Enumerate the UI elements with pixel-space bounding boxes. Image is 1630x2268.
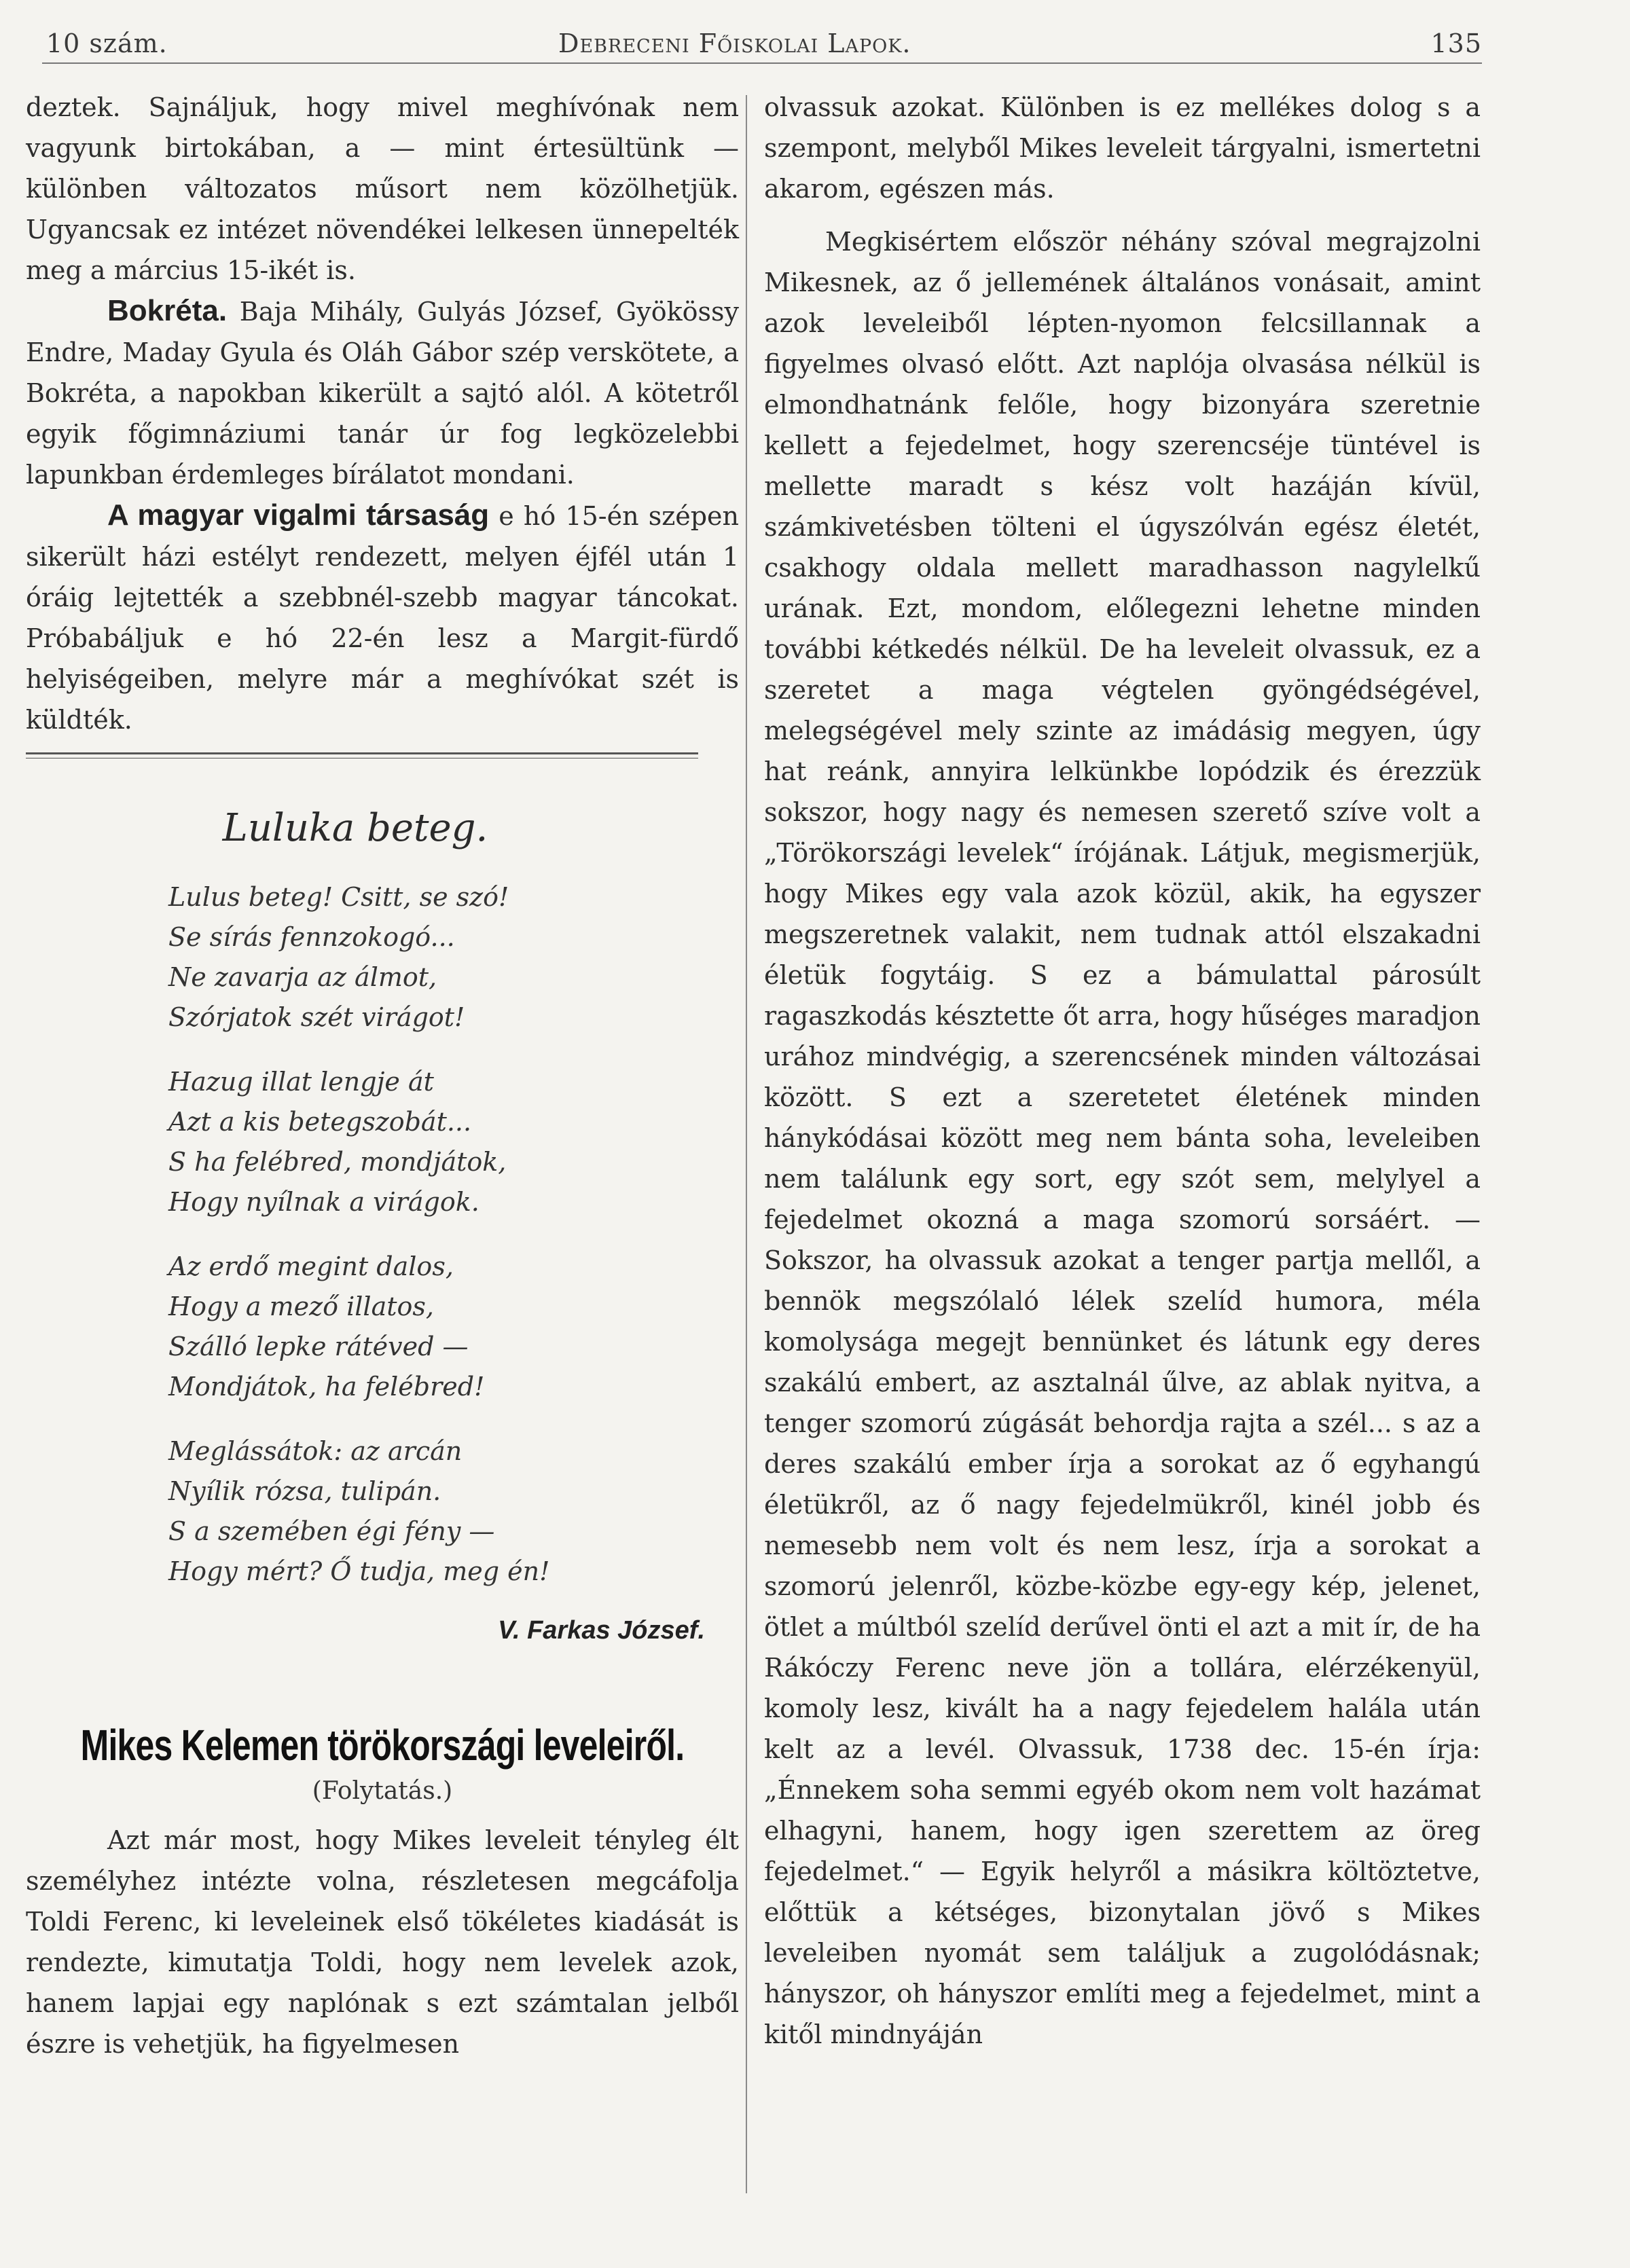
right-column: [764, 87, 1481, 2055]
article-subtitle: (Folytatás.): [312, 1777, 453, 1805]
journal-title: Debreceni Főiskolai Lapok.: [558, 29, 911, 58]
poem-stanza-4: [168, 1431, 739, 1592]
poem-line: Meglássátok: az arcán: [168, 1436, 463, 1466]
poem-line: Hogy mért? Ő tudja, meg én!: [168, 1556, 550, 1586]
left-paragraph-1: deztek. Sajnáljuk, hogy mivel meghívónak nem vagyunk birtokában, a — mint értesültünk — különben változatos műsort nem közölhetjük. Ugyancsak ez intézet növendékei lelkesen ünnepelték meg a március 15-ikét is.: [26, 92, 739, 285]
poem-line: S ha felébred, mondjátok,: [168, 1147, 507, 1177]
issue-number: 10 szám.: [46, 29, 168, 58]
poem-stanza-1: [168, 877, 739, 1038]
poem-line: Hogy a mező illatos,: [168, 1292, 434, 1321]
poem-stanza-2: [168, 1062, 739, 1222]
poem-line: Lulus beteg! Csitt, se szó!: [168, 882, 509, 912]
poem-line: Az erdő megint dalos,: [168, 1251, 454, 1281]
column-divider: [746, 95, 747, 2193]
vigalmi-lead: A magyar vigalmi társaság: [107, 498, 490, 532]
vigalmi-text: e hó 15-én szépen sikerült házi estélyt rendezett, melyen éjfél után 1 óráig lejtették a szebbnél-szebb magyar táncokat. Próbabáljuk e hó 22-én lesz a Margit-fürdő helyiségeiben, melyre már a meghívókat szét is küldték.: [26, 501, 739, 735]
right-paragraph-1: olvassuk azokat. Különben is ez mellékes dolog s a szempont, melyből Mikes leveleit tárgyalni, ismertetni akarom, egészen más.: [764, 92, 1481, 204]
left-paragraph-3: [26, 495, 739, 740]
poem-stanza-3: [168, 1247, 739, 1407]
bokreta-text: Baja Mihály, Gulyás József, Gyökössy Endre, Maday Gyula és Oláh Gábor szép verskötete, a Bokréta, a napokban kikerült a sajtó alól. A kötetről egyik főgimnáziumi tanár úr fog legközelebbi lapunkban érdemleges bírálatot mondani.: [26, 297, 739, 490]
page-number: 135: [1430, 29, 1482, 58]
poem-line: Szórjatok szét virágot!: [168, 1002, 465, 1032]
poem-line: Szálló lepke rátéved —: [168, 1332, 469, 1361]
left-paragraph-2: [26, 291, 739, 495]
poem-author: V. Farkas József.: [498, 1616, 705, 1645]
page-header: [42, 19, 1482, 62]
poem-line: Nyílik rózsa, tulipán.: [168, 1476, 441, 1506]
section-divider: [26, 752, 698, 754]
left-column: [26, 87, 739, 2064]
article-title: Mikes Kelemen törökországi leveleiről.: [80, 1721, 685, 1770]
poem-line: S a szemében égi fény —: [168, 1516, 495, 1546]
article-paragraph-1: Azt már most, hogy Mikes leveleit tényleg élt személyhez intézte volna, részletesen megcáfolja Toldi Ferenc, ki leveleinek első tökéletes kiadását is rendezte, kimutatja Toldi, hogy nem levelek azok, hanem lapjai egy naplónak s ezt számtalan jelből észre is vehetjük, ha figyelmesen: [26, 1825, 739, 2059]
poem-line: Azt a kis betegszobát...: [168, 1107, 472, 1137]
bokreta-lead: Bokréta.: [107, 294, 228, 327]
poem-line: Hogy nyílnak a virágok.: [168, 1187, 479, 1217]
header-rule: [42, 62, 1482, 64]
poem-line: Hazug illat lengje át: [168, 1067, 434, 1097]
poem-title: Luluka beteg.: [222, 806, 488, 850]
poem-line: Mondjátok, ha felébred!: [168, 1372, 485, 1402]
poem-line: Ne zavarja az álmot,: [168, 962, 437, 992]
poem-line: Se sírás fennzokogó...: [168, 922, 455, 952]
right-paragraph-2: Megkisértem először néhány szóval megrajzolni Mikesnek, az ő jellemének általános vonásait, amint azok leveleiből lépten-nyomon felcsillannak a figyelmes olvasó előtt. Azt naplója olvasása nélkül is elmondhatnánk felőle, hogy bizonyára szeretnie kellett a fejedelmet, hogy szerencséje tüntével is mellette maradt s kész volt hazáján kívül, számkivetésben tölteni el úgyszólván egész életét, csakhogy oldala mellett maradhasson nagylelkű urának. Ezt, mondom, előlegezni lehetne minden további kétkedés nélkül. De ha leveleit olvassuk, ez a szeretet a maga végtelen gyöngédségével, melegségével mely szinte az imádásig megyen, úgy hat reánk, annyira lelkünkbe lopódzik és érezzük sokszor, hogy nagy és nemesen szerető szíve volt a „Törökországi levelek“ írójának. Látjuk, megismerjük, hogy Mikes egy vala azok közül, akik, ha egyszer megszeretnek valakit, nem tudnak attól elszakadni életük fogytáig. S ez a bámulattal párosúlt ragaszkodás késztette őt arra, hogy hűséges maradjon urához mindvégig, a szerencsének minden változásai között. S ezt a szeretetet életének minden hánykódásai között meg nem bánta soha, leveleiben nem találunk egy sort, egy szót sem, melylyel a fejedelmet okozná a maga szomorú sorsáért. — Sokszor, ha olvassuk azokat a tenger partja mellől, a bennök megszólaló lélek szelíd humora, méla komolysága megejt bennünket és látunk egy deres szakálú embert, az asztalnál űlve, az ablak nyitva, a tenger szomorú zúgását behordja rajta a szél... s az a deres szakálú ember írja a sorokat az ő egyhangú életükről, az ő nagy fejedelmükről, kinél jobb és nemesebb nem volt és nem lesz, írja a sorokat a szomorú jelenről, közbe-közbe egy-egy kép, jelenet, ötlet a múltból szelíd derűvel önti el azt a mit ír, de ha Rákóczy Ferenc neve jön a tollára, elérzékenyül, komoly lesz, kivált ha a nagy fejedelem halála után kelt az a levél. Olvassuk, 1738 dec. 15-én írja: „Énnekem soha semmi egyéb okom nem volt hazámat elhagyni, hanem, hogy igen szerettem az öreg fejedelmet.“ — Egyik helyről a másikra költöztetve, előttük a kétséges, bizonytalan jövő s Mikes leveleiben nyomát sem találjuk a zugolódásnak; hányszor, oh hányszor említi meg a fejedelmet, mint a kitől mindnyáján: [764, 227, 1481, 2049]
